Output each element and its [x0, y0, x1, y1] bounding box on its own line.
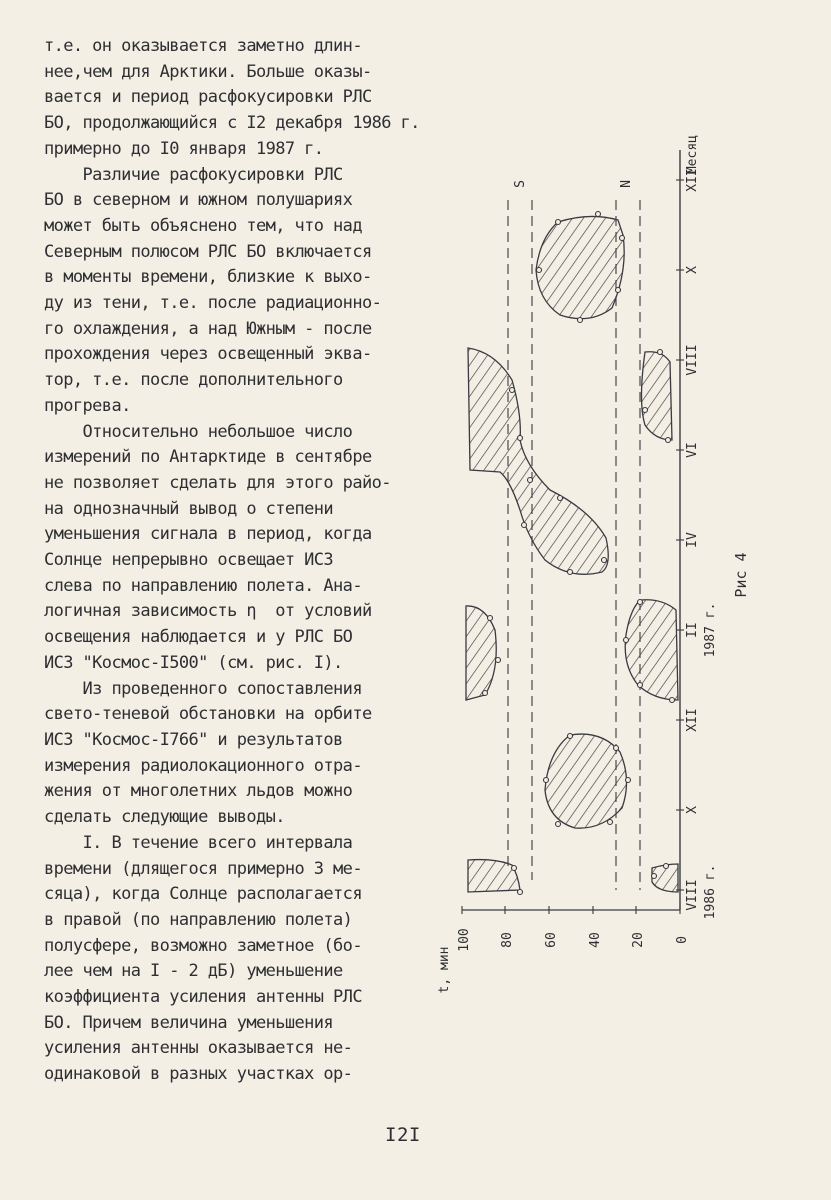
data-point [558, 496, 563, 501]
data-point [608, 820, 613, 825]
text-line: БО в северном и южном полушариях [44, 190, 353, 211]
text-line: Северным полюсом РЛС БО включается [44, 241, 372, 262]
text-line: Солнце непрерывно освещает ИСЗ [44, 550, 334, 571]
text-line: освещения наблюдается и у РЛС БО [44, 627, 353, 648]
month-label: VIII [685, 879, 700, 911]
data-point [518, 436, 523, 441]
text-line: времени (длящегося примерно 3 ме- [44, 858, 362, 879]
text-line: измерения радиолокационного отра- [44, 755, 362, 776]
text-line: одинаковой в разных участках ор- [44, 1064, 353, 1085]
text-line: лее чем на I - 2 дБ) уменьшение [44, 961, 343, 982]
text-line: I. В течение всего интервала [44, 832, 353, 853]
text-line: примерно до I0 января 1987 г. [44, 138, 324, 159]
minute-tick-label: 60 [544, 932, 559, 948]
data-point [488, 616, 493, 621]
text-line: БО. Причем величина уменьшения [44, 1012, 334, 1033]
data-point [658, 350, 663, 355]
zone-blob [468, 348, 608, 574]
text-line: в моменты времени, близкие к выхо- [44, 267, 372, 288]
text-line: измерений по Антарктиде в сентябре [44, 447, 372, 468]
data-point [578, 318, 583, 323]
text-line: прохождения через освещенный эква- [44, 344, 372, 365]
text-line: вается и период расфокусировки РЛС [44, 87, 372, 108]
text-line: Относительно небольшое число [44, 421, 353, 442]
month-label: II [685, 622, 700, 638]
month-label: VI [685, 442, 700, 458]
minute-tick-label: 80 [500, 932, 515, 948]
data-point [638, 683, 643, 688]
data-point [602, 558, 607, 563]
figure-4 [437, 135, 820, 994]
data-point [518, 890, 523, 895]
data-point [626, 778, 631, 783]
data-point [528, 478, 533, 483]
text-line: сделать следующие выводы. [44, 807, 285, 828]
data-point [664, 864, 669, 869]
minute-tick-label: 100 [457, 928, 472, 952]
zone-blob [468, 860, 520, 892]
year-label: 1987 г. [703, 602, 718, 658]
figure-caption: Рис 4 [732, 552, 750, 598]
data-point [556, 220, 561, 225]
minute-tick-label: 20 [631, 932, 646, 948]
text-line: го охлаждения, а над Южным - после [44, 318, 372, 339]
text-line: нее,чем для Арктики. Больше оказы- [44, 61, 372, 82]
data-point [670, 698, 675, 703]
text-line: уменьшения сигнала в период, когда [44, 524, 372, 545]
text-line: в правой (по направлению полета) [44, 909, 353, 930]
data-point [624, 638, 629, 643]
month-label: XII [685, 168, 700, 192]
text-line: усиления антенны оказывается не- [44, 1038, 353, 1059]
data-point [510, 388, 515, 393]
text-line: не позволяет сделать для этого райо- [44, 472, 391, 493]
month-label: X [685, 266, 700, 274]
data-point [616, 288, 621, 293]
text-line: Различие расфокусировки РЛС [44, 164, 343, 185]
zone-blob [536, 216, 624, 318]
minute-tick-label: 0 [675, 936, 690, 944]
data-point [614, 746, 619, 751]
month-label: VIII [685, 344, 700, 376]
data-point [556, 822, 561, 827]
text-line: полусфере, возможно заметное (бо- [44, 935, 362, 956]
text-line: логичная зависимость η от условий [44, 601, 372, 622]
text-line: Из проведенного сопоставления [44, 678, 362, 699]
data-point [652, 874, 657, 879]
month-label: XII [685, 708, 700, 732]
month-label: IV [685, 532, 700, 548]
year-label: 1986 г. [703, 864, 718, 920]
text-line: ИСЗ "Космос-I766" и результатов [44, 729, 343, 750]
data-point [568, 734, 573, 739]
series-label-n: N [619, 180, 634, 188]
text-line: слева по направлению полета. Ана- [44, 575, 362, 596]
body-text [44, 34, 464, 1088]
text-line: коэффициента усиления антенны РЛС [44, 987, 362, 1008]
series-label-s: S [513, 180, 528, 188]
text-line: жения от многолетних льдов можно [44, 781, 353, 802]
data-point [483, 691, 488, 696]
text-line: тор, т.е. после дополнительного [44, 370, 343, 391]
data-point [666, 438, 671, 443]
minute-tick-label: 40 [588, 932, 603, 948]
text-line: прогрева. [44, 395, 131, 416]
data-point [522, 523, 527, 528]
figure-canvas [437, 135, 820, 994]
month-axis-title: Месяц [685, 135, 700, 175]
data-point [568, 570, 573, 575]
page-number: I2I [385, 1124, 421, 1146]
text-line: может быть объяснено тем, что над [44, 215, 362, 236]
text-line: БО, продолжающийся с I2 декабря 1986 г. [44, 113, 420, 134]
text-line: т.е. он оказывается заметно длин- [44, 36, 362, 56]
minutes-axis-label: t, мин [437, 946, 452, 994]
data-point [596, 212, 601, 217]
month-label: X [685, 806, 700, 814]
data-point [496, 658, 501, 663]
text-line: на однозначный вывод о степени [44, 498, 334, 519]
zone-blob [642, 352, 673, 440]
data-point [544, 778, 549, 783]
text-line: сяца), когда Солнце располагается [44, 884, 362, 905]
zone-blob [625, 600, 678, 700]
data-point [620, 236, 625, 241]
text-line: свето-теневой обстановки на орбите [44, 704, 372, 725]
data-point [638, 600, 643, 605]
text-line: ИСЗ "Космос-I500" (см. рис. I). [44, 652, 343, 673]
data-point [643, 408, 648, 413]
data-point [512, 866, 517, 871]
text-line: ду из тени, т.е. после радиационно- [44, 293, 382, 314]
data-point [537, 268, 542, 273]
